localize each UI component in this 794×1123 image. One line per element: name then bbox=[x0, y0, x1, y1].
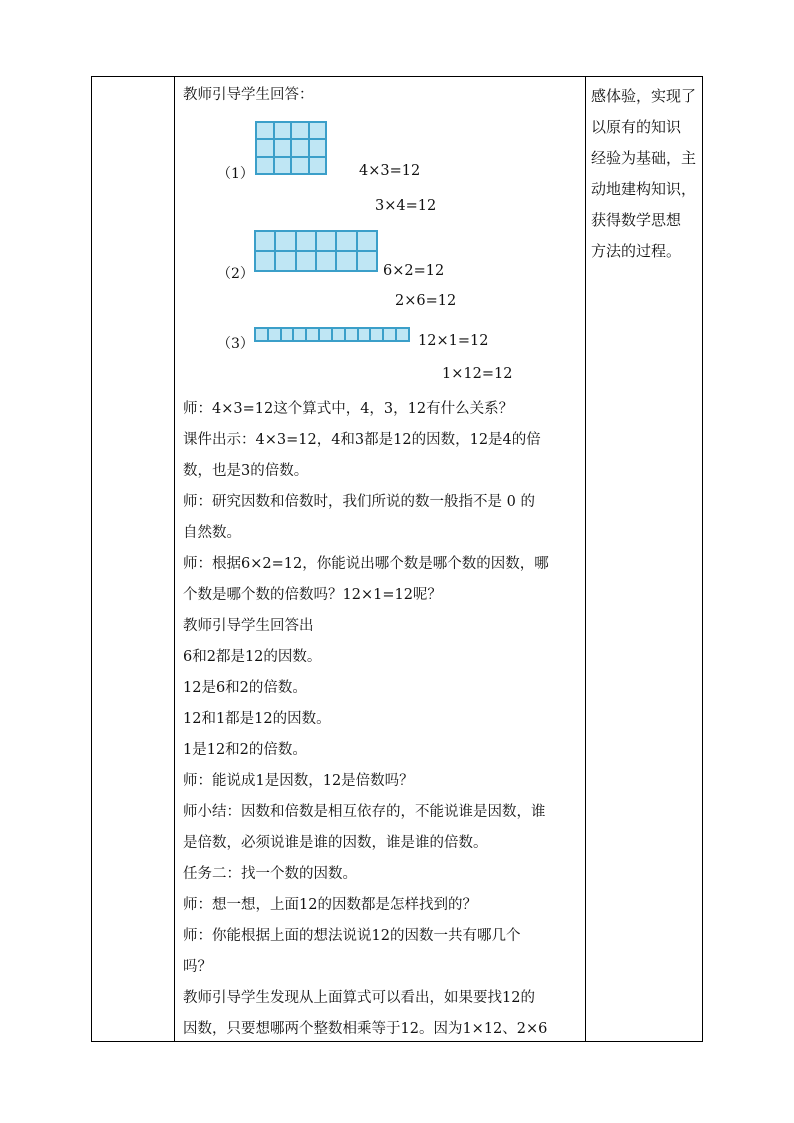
text-line: 因数，只要想哪两个整数相乘等于12。因为1×12、2×6 bbox=[183, 1021, 548, 1037]
grid-cell bbox=[319, 328, 332, 341]
figure-label-2: （2） bbox=[217, 266, 254, 282]
equation-2x6: 2×6=12 bbox=[395, 293, 457, 309]
grid-cell bbox=[309, 157, 327, 174]
text-line: 个数是哪个数的倍数吗？12×1=12呢？ bbox=[183, 587, 442, 603]
intent-line: 方法的过程。 bbox=[591, 242, 682, 260]
grid-cell bbox=[255, 251, 275, 271]
grid-cell bbox=[296, 231, 316, 251]
intent-line: 感体验，实现了 bbox=[591, 87, 697, 105]
grid-cell bbox=[268, 328, 281, 341]
intent-line: 经验为基础，主 bbox=[591, 149, 697, 167]
rectangle-grid-6x2 bbox=[254, 230, 378, 272]
rectangle-grid-4x3 bbox=[255, 121, 327, 175]
grid-cell bbox=[396, 328, 409, 341]
text-line: 师：4×3=12这个算式中，4，3，12有什么关系？ bbox=[183, 401, 514, 417]
intro-text: 教师引导学生回答： bbox=[183, 87, 314, 103]
text-line: 师：你能根据上面的想法说说12的因数一共有哪几个 bbox=[183, 928, 521, 944]
grid-cell bbox=[274, 157, 292, 174]
text-line: 师小结：因数和倍数是相互依存的，不能说谁是因数，谁 bbox=[183, 804, 546, 820]
grid-cell bbox=[275, 231, 295, 251]
grid-cell bbox=[255, 328, 268, 341]
grid-cell bbox=[291, 157, 309, 174]
text-line: 吗？ bbox=[183, 959, 212, 975]
intent-line: 以原有的知识 bbox=[591, 118, 682, 136]
grid-cell bbox=[256, 157, 274, 174]
equation-6x2: 6×2=12 bbox=[383, 263, 445, 279]
text-line: 教师引导学生回答出 bbox=[183, 618, 314, 634]
intent-line: 获得数学思想 bbox=[591, 211, 682, 229]
grid-cell bbox=[274, 139, 292, 156]
grid-cell bbox=[256, 122, 274, 139]
text-line: 课件出示：4×3=12，4和3都是12的因数，12是4的倍 bbox=[183, 432, 541, 448]
grid-cell bbox=[316, 251, 336, 271]
grid-cell bbox=[316, 231, 336, 251]
text-line: 12是6和2的倍数。 bbox=[183, 680, 307, 696]
grid-cell bbox=[357, 231, 377, 251]
text-line: 6和2都是12的因数。 bbox=[183, 649, 322, 665]
grid-cell bbox=[256, 139, 274, 156]
text-line: 师：研究因数和倍数时，我们所说的数一般指不是 0 的 bbox=[183, 494, 535, 510]
column-divider-1 bbox=[174, 77, 175, 1041]
grid-cell bbox=[281, 328, 294, 341]
grid-cell bbox=[255, 231, 275, 251]
text-line: 师：根据6×2=12，你能说出哪个数是哪个数的因数，哪 bbox=[183, 556, 549, 572]
equation-1x12: 1×12=12 bbox=[442, 366, 513, 382]
grid-cell bbox=[309, 139, 327, 156]
text-line: 1是12和2的倍数。 bbox=[183, 742, 307, 758]
text-line: 师：想一想，上面12的因数都是怎样找到的？ bbox=[183, 897, 477, 913]
grid-cell bbox=[358, 328, 371, 341]
grid-cell bbox=[345, 328, 358, 341]
figure-label-3: （3） bbox=[217, 336, 254, 352]
grid-cell bbox=[293, 328, 306, 341]
equation-3x4: 3×4=12 bbox=[375, 198, 437, 214]
text-line: 教师引导学生发现从上面算式可以看出，如果要找12的 bbox=[183, 990, 535, 1006]
text-line: 数，也是3的倍数。 bbox=[183, 463, 309, 479]
text-line: 任务二：找一个数的因数。 bbox=[183, 866, 357, 882]
grid-cell bbox=[309, 122, 327, 139]
text-line: 是倍数，必须说谁是谁的因数，谁是谁的倍数。 bbox=[183, 835, 488, 851]
text-line: 自然数。 bbox=[183, 525, 241, 541]
grid-cell bbox=[291, 139, 309, 156]
rectangle-grid-12x1 bbox=[254, 327, 410, 342]
lesson-table bbox=[91, 76, 703, 1042]
equation-4x3: 4×3=12 bbox=[359, 163, 421, 179]
text-line: 12和1都是12的因数。 bbox=[183, 711, 331, 727]
grid-cell bbox=[332, 328, 345, 341]
grid-cell bbox=[336, 231, 356, 251]
grid-cell bbox=[275, 251, 295, 271]
grid-cell bbox=[383, 328, 396, 341]
grid-cell bbox=[357, 251, 377, 271]
equation-12x1: 12×1=12 bbox=[418, 333, 489, 349]
design-intent-cell bbox=[591, 81, 701, 267]
figure-label-1: （1） bbox=[217, 166, 254, 182]
grid-cell bbox=[336, 251, 356, 271]
column-divider-2 bbox=[585, 77, 586, 1041]
grid-cell bbox=[370, 328, 383, 341]
grid-cell bbox=[274, 122, 292, 139]
grid-cell bbox=[296, 251, 316, 271]
text-line: 师：能说成1是因数，12是倍数吗？ bbox=[183, 773, 414, 789]
grid-cell bbox=[291, 122, 309, 139]
intent-line: 动地建构知识， bbox=[591, 180, 697, 198]
grid-cell bbox=[306, 328, 319, 341]
